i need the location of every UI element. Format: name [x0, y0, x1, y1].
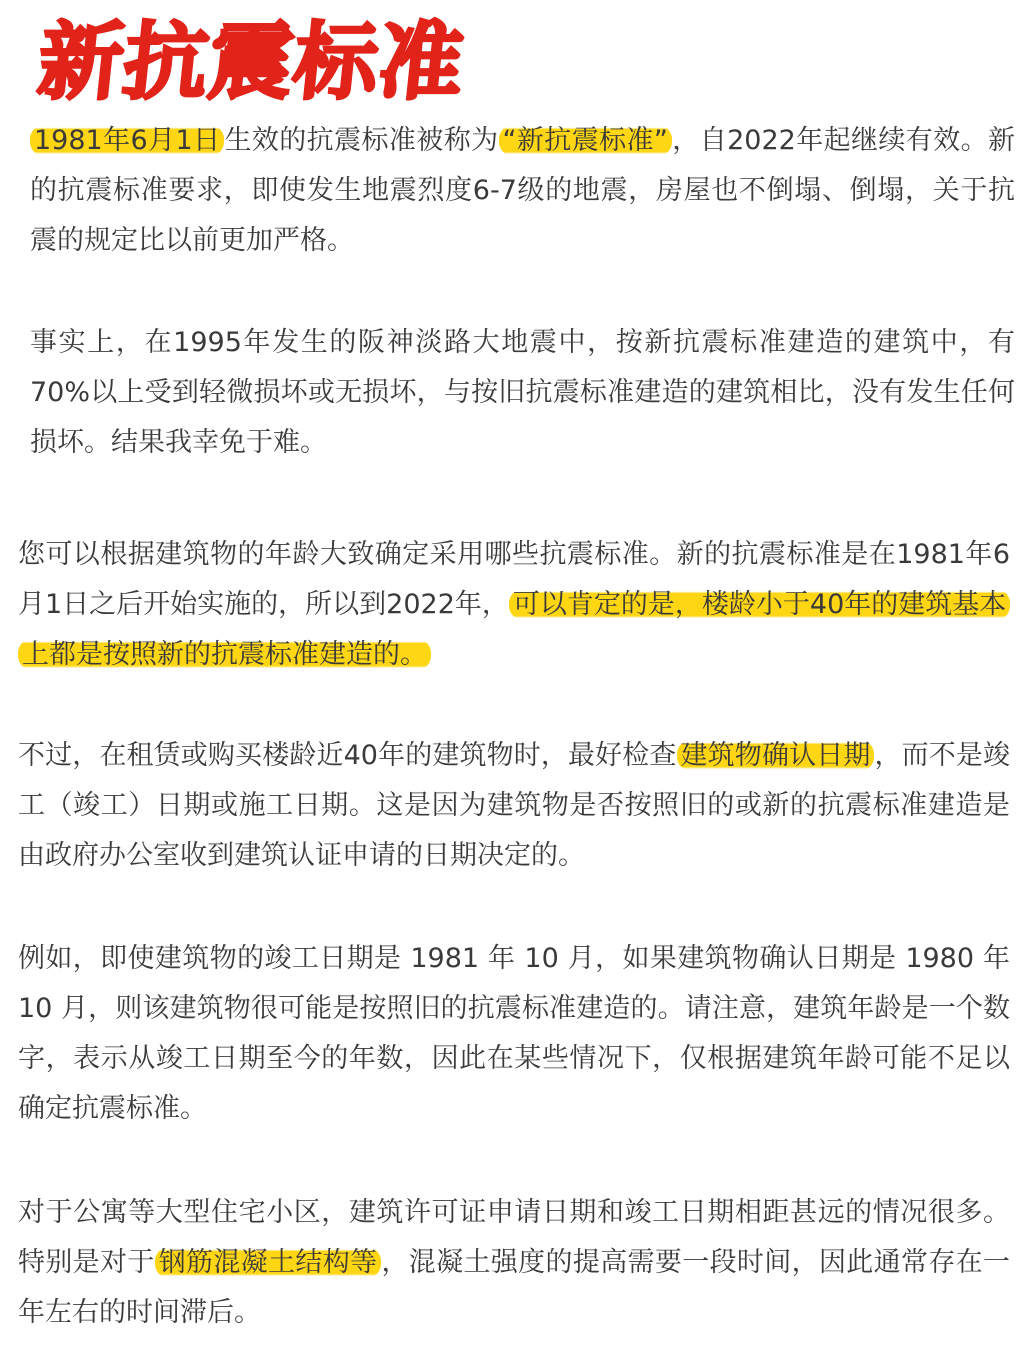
highlight-new-standard-name: “新抗震标准”: [499, 125, 672, 156]
page-title: 新抗震标准: [33, 13, 470, 111]
paragraph-text: 对于公寓等大型住宅小区，建筑许可证申请日期和竣工日期相距甚远的情况很多。特别是对于: [18, 1197, 1010, 1278]
paragraph-text: 不过，在租赁或购买楼龄近40年的建筑物时，最好检查: [18, 740, 677, 771]
highlight-effective-date: 1981年6月1日: [30, 125, 224, 156]
highlight-reinforced-concrete: 钢筋混凝土结构等: [155, 1247, 382, 1278]
highlight-under-40-years: 可以肯定的是，楼龄小于40年的建筑基本上都是按照新的抗震标准建造的。: [18, 589, 1010, 670]
paragraph-new-standard-intro: [30, 116, 1015, 266]
paragraph-hanshin-earthquake: [30, 318, 1015, 468]
paragraph-text: ，混凝土强度的提高需要一段时间，因此通常存在一年左右的时间滞后。: [18, 1247, 1011, 1328]
paragraph-building-age: [18, 530, 1010, 680]
paragraph-text: 您可以根据建筑物的年龄大致确定采用哪些抗震标准。新的抗震标准是在1981年6月1日之后开始实施的，所以到2022年，: [18, 539, 1010, 620]
highlight-confirmation-date: 建筑物确认日期: [677, 740, 875, 771]
paragraph-example: [18, 934, 1010, 1134]
paragraph-text: 例如，即使建筑物的竣工日期是 1981 年 10 月，如果建筑物确认日期是 1980 年 10 月，则该建筑物很可能是按照旧的抗震标准建造的。请注意，建筑年龄是一个数字，表示从竣工日期至今的年数，因此在某些情况下，仅根据建筑年龄可能不足以确定抗震标准。: [18, 943, 1010, 1124]
paragraph-text: 生效的抗震标准被称为: [224, 125, 499, 156]
paragraph-confirmation-date: [18, 731, 1010, 881]
paragraph-text: ，自2022年起继续有效。新的抗震标准要求，即使发生地震烈度6-7级的地震，房屋也不倒塌、倒塌，关于抗震的规定比以前更加严格。: [30, 125, 1016, 256]
paragraph-text: 事实上，在1995年发生的阪神淡路大地震中，按新抗震标准建造的建筑中，有70%以上受到轻微损坏或无损坏，与按旧抗震标准建造的建筑相比，没有发生任何损坏。结果我幸免于难。: [30, 327, 1015, 458]
paragraph-large-complexes: [18, 1188, 1010, 1338]
paragraph-text: ，而不是竣工（竣工）日期或施工日期。这是因为建筑物是否按照旧的或新的抗震标准建造是由政府办公室收到建筑认证申请的日期决定的。: [18, 740, 1011, 871]
